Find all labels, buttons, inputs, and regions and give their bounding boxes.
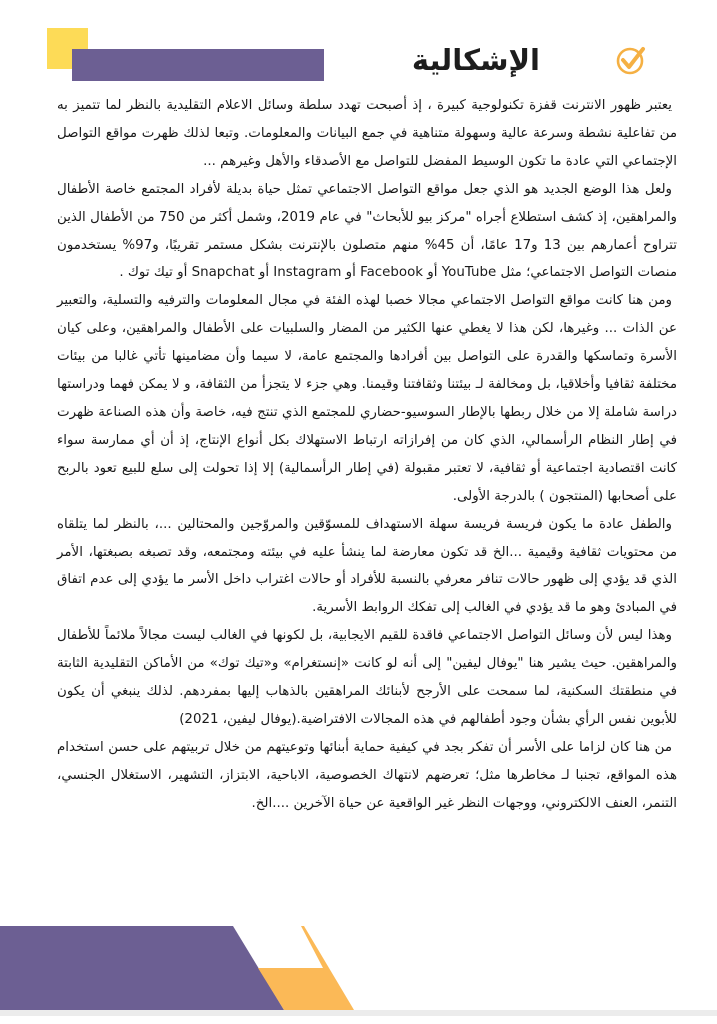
purple-bar-decoration xyxy=(72,49,324,81)
paragraph-social-media-effects: ومن هنا كانت مواقع التواصل الاجتماعي مجالا خصبا لهذه الفئة في مجال المعلومات والترفيه والتسلية، والتعبير عن الذات ... وغيرها، لكن هذا لا يغطي عنها الكثير من المضار والسلبيات على الأطفال والمراهقين، وعلى كيان الأسرة وتماسكها والقدرة على التواصل بين أفرادها والمجتمع عامة، لا سيما وأن مضامينها تأتي غالبا من بيئات مختلفة ثقافيا وأخلاقيا، بل ومخالفة لـ بيئتنا وثقافتنا وقيمنا. وهي جزء لا يتجزأ من الثقافة، و لا يمكن فهما ودراستها دراسة شاملة إلا من خلال ربطها بالإطار السوسيو-حضاري للمجتمع الذي تنتج فيه، خاصة وأن هذه الصناعة ظهرت في إطار النظام الرأسمالي، الذي كان من إفرازاته ارتباط الاستهلاك بكل أنواع الإنتاج، إذ أن أي ممارسة سواء كانت اقتصادية اجتماعية أو ثقافية، لا تعتبر مقبولة (في إطار الرأسمالية) إلا إذا تحولت إلى سلع للبيع تعود بالربح على أصحابها (المنتجون ) بالدرجة الأولى. xyxy=(57,293,677,504)
check-circle-icon xyxy=(615,44,647,76)
paragraph-levin-quote: وهذا ليس لأن وسائل التواصل الاجتماعي فاقدة للقيم الايجابية، بل لكونها في الغالب ليست مجالاً ملائماً للأطفال والمراهقين. حيث يشير هنا "يوفال ليفين" إلى أنه لو كانت «إنستغرام» و«تيك توك» من الأماكن التقليدية الثابتة في منطقتك السكنية، لما سمحت على الأرجح لأبنائك المراهقين بالذهاب إليها بمفردهم. لذلك ينبغي أن يكون للأبوين نفس الرأي بشأن وجود أطفالهم في هذه المجالات الافتراضية.(يوفال ليفين، 2021) xyxy=(57,628,677,727)
paragraph-child-target: والطفل عادة ما يكون فريسة فريسة سهلة الاستهداف للمسوّقين والمروّجين والمحتالين ...، بالنظر لما يتلقاه من محتويات ثقافية وقيمية ...الخ قد تكون معارضة لما ينشأ عليه في بيئته ومجتمعه، وقد تصبغه بصبغتها، الأمر الذي قد يؤدي إلى ظهور حالات تنافر معرفي بالنسبة للأفراد أو حالات اغتراب داخل الأسر ما يؤدي إلى عدم اتفاق في المبادئ وهو ما قد يؤدي في الغالب إلى تفكك الروابط الأسرية. xyxy=(57,516,677,616)
paragraph-family-role: من هنا كان لزاما على الأسر أن تفكر بجد في كيفية حماية أبنائها وتوعيتهم من خلال تربيتهم على حسن استخدام هذه المواقع، تجنبا لـ مخاطرها مثل؛ تعرضهم لانتهاك الخصوصية، الاباحية، الابتزاز، التشهير، الاستغلال الجنسي، التنمر، العنف الالكتروني، ووجهات النظر غير الواقعية عن حياة الآخرين ....الخ. xyxy=(57,739,677,811)
bottom-decoration xyxy=(0,920,717,1024)
paragraph-intro: يعتبر ظهور الانترنت قفزة تكنولوجية كبيرة ، إذ أصبحت تهدد سلطة وسائل الاعلام التقليدية بالنظر لما تتميز به من تفاعلية نشطة وسرعة عالية وسهولة متناهية في جمع البيانات والمعلومات. وتبعا لذلك ظهرت مواقع التواصل الإجتماعي التي عادة ما تكون الوسيط المفضل للتواصل مع الأصدقاء والأهل وغيرهم ... xyxy=(57,98,677,169)
paragraph-survey: ولعل هذا الوضع الجديد هو الذي جعل مواقع التواصل الاجتماعي تمثل حياة بديلة لأفراد المجتمع خاصة الأطفال والمراهقين، إذ كشف استطلاع أجراه "مركز بيو للأبحاث" في عام 2019، وشمل أكثر من 750 من الأطفال الذين تتراوح أعمارهم بين 13 و17 عامًا، أن 45% منهم متصلون بالإنترنت بشكل مستمر تقريبًا، و97% يستخدمون منصات التواصل الاجتماعي؛ مثل YouTube أو Facebook أو Instagram أو Snapchat أو تيك توك . xyxy=(57,181,678,281)
page-title: الإشكالية xyxy=(411,43,540,77)
document-body xyxy=(57,92,677,818)
